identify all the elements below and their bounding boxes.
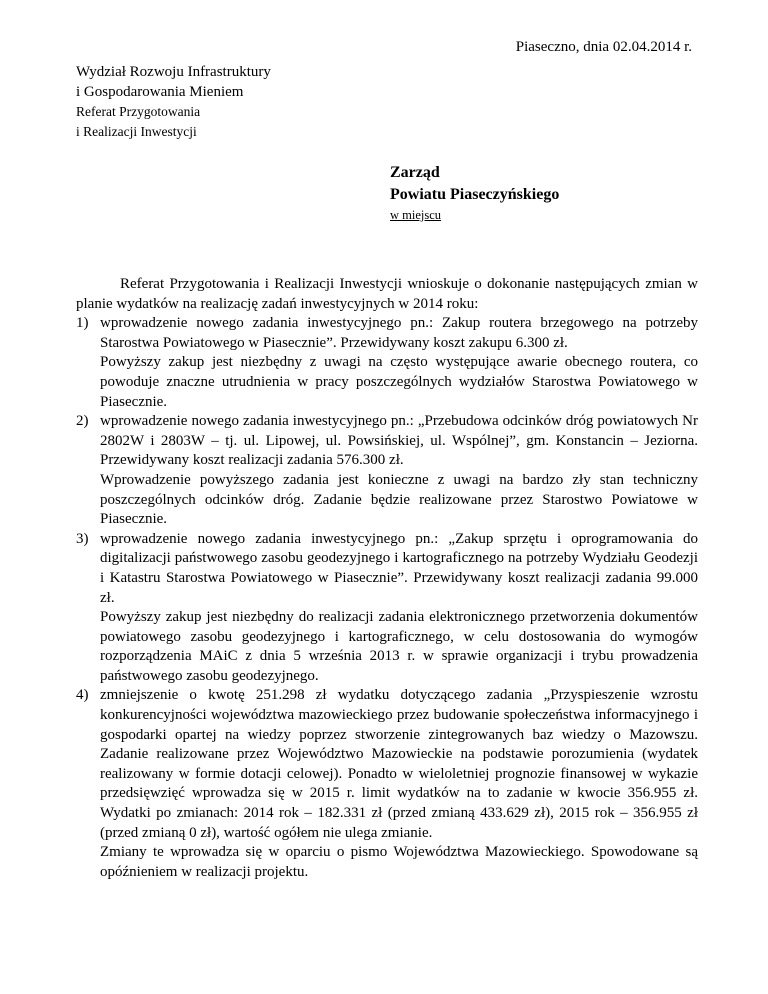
- item-paragraph: Powyższy zakup jest niezbędny z uwagi na często występujące awarie obecnego routera, co powoduje znaczne utrudnienia w pracy poszczególnych wydziałów Starostwa Powiatowego w Piasecznie.: [100, 354, 698, 410]
- list-item: [76, 412, 698, 530]
- list-item: [76, 686, 698, 882]
- sender-line: Wydział Rozwoju Infrastruktury: [76, 64, 271, 80]
- sender-line: Referat Przygotowania: [76, 104, 201, 119]
- document-date: Piaseczno, dnia 02.04.2014 r.: [515, 39, 692, 55]
- change-list: [76, 314, 698, 882]
- list-number: 4): [76, 687, 89, 704]
- letter-body: [76, 275, 698, 882]
- item-paragraph: wprowadzenie nowego zadania inwestycyjnego pn.: „Zakup sprzętu i oprogramowania do digitalizacji państwowego zasobu geodezyjnego i kartograficznego na potrzeby Wydziału Geodezji i Katastru Starostwa Powiatowego w Piasecznie”. Przewidywany koszt realizacji zadania 99.000 zł.: [100, 530, 698, 606]
- sender-line: i Gospodarowania Mieniem: [76, 84, 244, 100]
- list-number: 1): [76, 315, 89, 332]
- item-paragraph: wprowadzenie nowego zadania inwestycyjnego pn.: Zakup routera brzegowego na potrzeby Starostwa Powiatowego w Piasecznie”. Przewidywany koszt zakupu 6.300 zł.: [100, 315, 698, 351]
- item-paragraph: zmniejszenie o kwotę 251.298 zł wydatku dotyczącego zadania „Przyspieszenie wzrostu konkurencyjności województwa mazowieckiego przez budowanie społeczeństwa informacyjnego i gospodarki opartej na wiedzy poprzez stworzenie zintegrowanych baz wiedzy o Mazowszu. Zadanie realizowane przez Województwo Mazowieckie na podstawie porozumienia (wydatek realizowany w formie dotacji celowej). Ponadto w wieloletniej prognozie finansowej w wykazie przedsięwzięć wprowadza się w 2015 r. limit wydatków na to zadanie w kwocie 356.955 zł. Wydatki po zmianach: 2014 rok – 182.331 zł (przed zmianą 433.629 zł), 2015 rok – 356.955 zł (przed zmianą 0 zł), wartość ogółem nie ulega zmianie.: [100, 687, 698, 841]
- list-number: 3): [76, 530, 89, 547]
- intro-paragraph: Referat Przygotowania i Realizacji Inwestycji wnioskuje o dokonanie następujących zmian w planie wydatków na realizację zadań inwestycyjnych w 2014 roku:: [76, 276, 698, 312]
- recipient-location: w miejscu: [390, 208, 442, 222]
- item-paragraph: Zmiany te wprowadza się w oparciu o pismo Województwa Mazowieckiego. Spowodowane są opóźnieniem w realizacji projektu.: [100, 844, 698, 880]
- recipient-block: [390, 162, 559, 224]
- item-paragraph: Powyższy zakup jest niezbędny do realizacji zadania elektronicznego przetworzenia dokumentów powiatowego zasobu geodezyjnego i kartograficznego, w celu dostosowania do wymogów rozporządzenia MAiC z dnia 5 września 2013 r. w sprawie organizacji i trybu prowadzenia państwowego zasobu geodezyjnego.: [100, 609, 698, 684]
- recipient-line: Powiatu Piaseczyńskiego: [390, 186, 560, 203]
- list-item: [76, 530, 698, 687]
- sender-block: [76, 62, 271, 142]
- list-number: 2): [76, 413, 89, 430]
- item-paragraph: Wprowadzenie powyższego zadania jest konieczne z uwagi na bardzo zły stan techniczny poszczególnych odcinków dróg. Zadanie będzie realizowane przez Starostwo Powiatowe w Piasecznie.: [100, 471, 698, 528]
- sender-line: i Realizacji Inwestycji: [76, 124, 197, 139]
- item-paragraph: wprowadzenie nowego zadania inwestycyjnego pn.: „Przebudowa odcinków dróg powiatowych Nr 2802W i 2803W – tj. ul. Lipowej, ul. Powsińskiej, ul. Wspólnej”, gm. Konstancin – Jeziorna. Przewidywany koszt realizacji zadania 576.300 zł.: [100, 413, 698, 469]
- recipient-line: Zarząd: [390, 164, 440, 181]
- list-item: [76, 314, 698, 412]
